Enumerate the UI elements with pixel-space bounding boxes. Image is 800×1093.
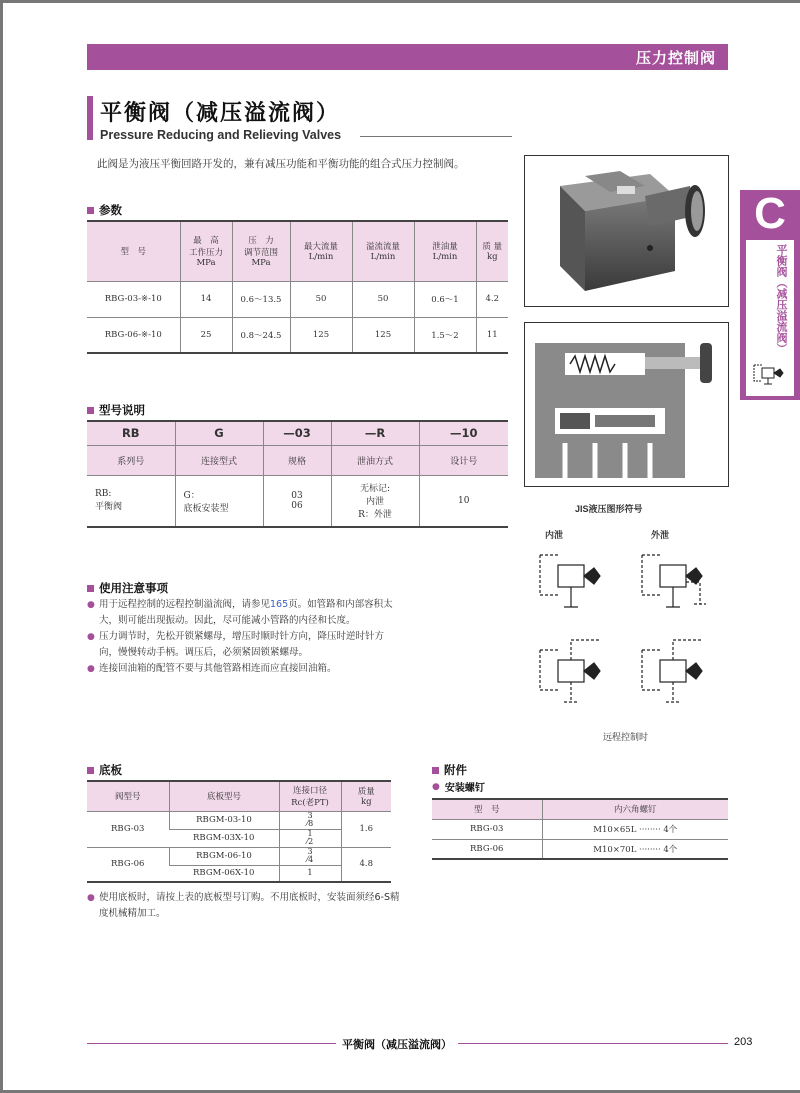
product-photo (524, 155, 729, 307)
remote-control-label: 远程控制时 (603, 733, 649, 743)
accessories-heading: 附件 (432, 762, 467, 778)
table-cell: RBG-06-※-10 (87, 317, 180, 353)
model-code-field-value: 03 06 (263, 475, 331, 527)
params-col-header: 最大流量 L/min (290, 221, 352, 281)
base-plate-table (87, 780, 391, 883)
note-item: ● 连接回油箱的配管不要与其他管路相连而应直接回油箱。 (87, 661, 395, 677)
base-plate-col-header: 阀型号 (87, 781, 169, 811)
base-plate-model-cell: RBGM-03X-10 (169, 829, 279, 847)
table-cell: M10×65L ········ 4个 (542, 819, 728, 839)
table-cell: RBG-03 (432, 819, 542, 839)
page-title: 平衡阀（减压溢流阀） (100, 101, 341, 126)
side-tab-symbol-icon (750, 362, 786, 388)
table-row (87, 847, 391, 865)
model-code-field-value: G： 底板安装型 (175, 475, 263, 527)
heading-marker (432, 767, 439, 774)
model-code-field-name: 规格 (263, 445, 331, 475)
accessories-subheading: ● 安装螺钉 (432, 781, 485, 794)
table-cell: M10×70L ········ 4个 (542, 839, 728, 859)
accessory-col-header: 内六角螺钉 (542, 799, 728, 819)
footer-title: 平衡阀（减压溢流阀） (336, 1036, 458, 1052)
params-col-header: 最 高 工作压力 MPa (180, 221, 232, 281)
heading-marker (87, 767, 94, 774)
model-code-field-name: 系列号 (87, 445, 175, 475)
port-size-fraction: 1 ⁄2 (306, 828, 314, 846)
valve-model-cell: RBG-03 (87, 811, 169, 847)
side-tab-letter: C (754, 189, 786, 238)
heading-marker (87, 207, 94, 214)
category-bar (87, 44, 728, 70)
model-code-heading: 型号说明 (87, 402, 145, 418)
title-accent-bar (87, 96, 93, 140)
weight-cell: 1.6 (341, 811, 391, 847)
table-cell: 1.5～2 (414, 317, 476, 353)
symbol-remote-external (660, 660, 686, 682)
params-col-header: 质 量 kg (476, 221, 508, 281)
table-cell: 125 (352, 317, 414, 353)
symbol-external-valve (660, 565, 686, 587)
table-cell: 11 (476, 317, 508, 353)
side-tab-text: 平衡阀（减压溢流阀） (775, 244, 788, 354)
page-subtitle: Pressure Reducing and Relieving Valves (100, 128, 342, 142)
accessories-table (432, 798, 728, 860)
model-code-table (87, 420, 508, 528)
page-number: 203 (734, 1036, 753, 1048)
side-tab (740, 190, 800, 400)
model-code-field-name: 泄油方式 (331, 445, 419, 475)
table-row (87, 811, 391, 829)
params-col-header: 泄油量 L/min (414, 221, 476, 281)
model-code-field-name: 连接型式 (175, 445, 263, 475)
base-plate-col-header: 底板型号 (169, 781, 279, 811)
table-row (87, 281, 508, 317)
category-label: 压力控制阀 (635, 49, 716, 67)
jis-symbols-heading: JIS液压图形符号 (575, 504, 643, 514)
side-tab-panel (746, 240, 794, 396)
weight-cell: 4.8 (341, 847, 391, 882)
model-code-field-value: RB: 平衡阀 (95, 489, 123, 513)
port-size-cell: 1 (279, 865, 341, 882)
base-plate-model-cell: RBGM-03-10 (169, 811, 279, 829)
port-size-fraction: 3 ⁄4 (306, 846, 314, 864)
table-cell: 14 (180, 281, 232, 317)
model-code-segment: —10 (419, 421, 508, 445)
symbol-remote-internal (558, 660, 584, 682)
params-col-header: 压 力 调节范围 MPa (232, 221, 290, 281)
model-code-segment: RB (87, 421, 175, 445)
model-code-segment: —R (331, 421, 419, 445)
table-cell: 25 (180, 317, 232, 353)
table-cell: 0.8～24.5 (232, 317, 290, 353)
cross-section-drawing (524, 322, 729, 487)
jis-symbols (520, 540, 730, 720)
params-col-header: 型 号 (87, 221, 180, 281)
accessory-col-header: 型 号 (432, 799, 542, 819)
note-item: ● 用于远程控制的远程控制溢流阀，请参见165页。如管路和内部容积太大，则可能出现振动。因此，尽可能减小管路的内径和长度。 (87, 597, 395, 629)
table-row (432, 819, 728, 839)
base-plate-col-header: 质量 kg (341, 781, 391, 811)
model-code-field-value: 10 (419, 475, 508, 527)
notes-heading: 使用注意事项 (87, 580, 168, 596)
note-item: ● 压力调节时，先松开锁紧螺母，增压时顺时针方向，降压时逆时针方向，慢慢转动手柄。调压后，必须紧固锁紧螺母。 (87, 629, 395, 661)
table-cell: 50 (290, 281, 352, 317)
internal-drain-label: 内泄 (545, 531, 564, 541)
table-cell: 0.6～13.5 (232, 281, 290, 317)
base-plate-model-cell: RBGM-06-10 (169, 847, 279, 865)
valve-model-cell: RBG-06 (87, 847, 169, 882)
model-code-segment: —03 (263, 421, 331, 445)
external-drain-label: 外泄 (651, 531, 670, 541)
port-size-cell (279, 847, 341, 865)
table-cell: 4.2 (476, 281, 508, 317)
model-code-field-name: 设计号 (419, 445, 508, 475)
params-table (87, 220, 508, 354)
title-rule (360, 136, 512, 137)
base-plate-model-cell: RBGM-06X-10 (169, 865, 279, 882)
table-row (432, 839, 728, 859)
base-plate-col-header: 连接口径 Rc(老PT) (279, 781, 341, 811)
table-cell: 0.6～1 (414, 281, 476, 317)
table-cell: 125 (290, 317, 352, 353)
params-col-header: 溢流流量 L/min (352, 221, 414, 281)
symbol-internal-valve (558, 565, 584, 587)
table-row (87, 317, 508, 353)
port-size-cell (279, 811, 341, 829)
page-link[interactable]: 165 (270, 599, 289, 610)
notes-list (87, 597, 395, 677)
port-size-fraction: 3 ⁄8 (306, 810, 314, 828)
table-cell: RBG-06 (432, 839, 542, 859)
model-code-segment: G (175, 421, 263, 445)
table-cell: 50 (352, 281, 414, 317)
base-plate-note: ● 使用底板时，请按上表的底板型号订购。不用底板时，安装面须经6-S精度机械精加工。 (87, 890, 407, 922)
heading-marker (87, 407, 94, 414)
port-size-cell (279, 829, 341, 847)
intro-text: 此阀是为液压平衡回路开发的，兼有减压功能和平衡功能的组合式压力控制阀。 (97, 158, 465, 170)
table-cell: RBG-03-※-10 (87, 281, 180, 317)
model-code-field-value: 无标记: 内泄 R：外泄 (331, 475, 419, 527)
base-plate-heading: 底板 (87, 762, 122, 778)
params-heading: 参数 (87, 202, 122, 218)
heading-marker (87, 585, 94, 592)
